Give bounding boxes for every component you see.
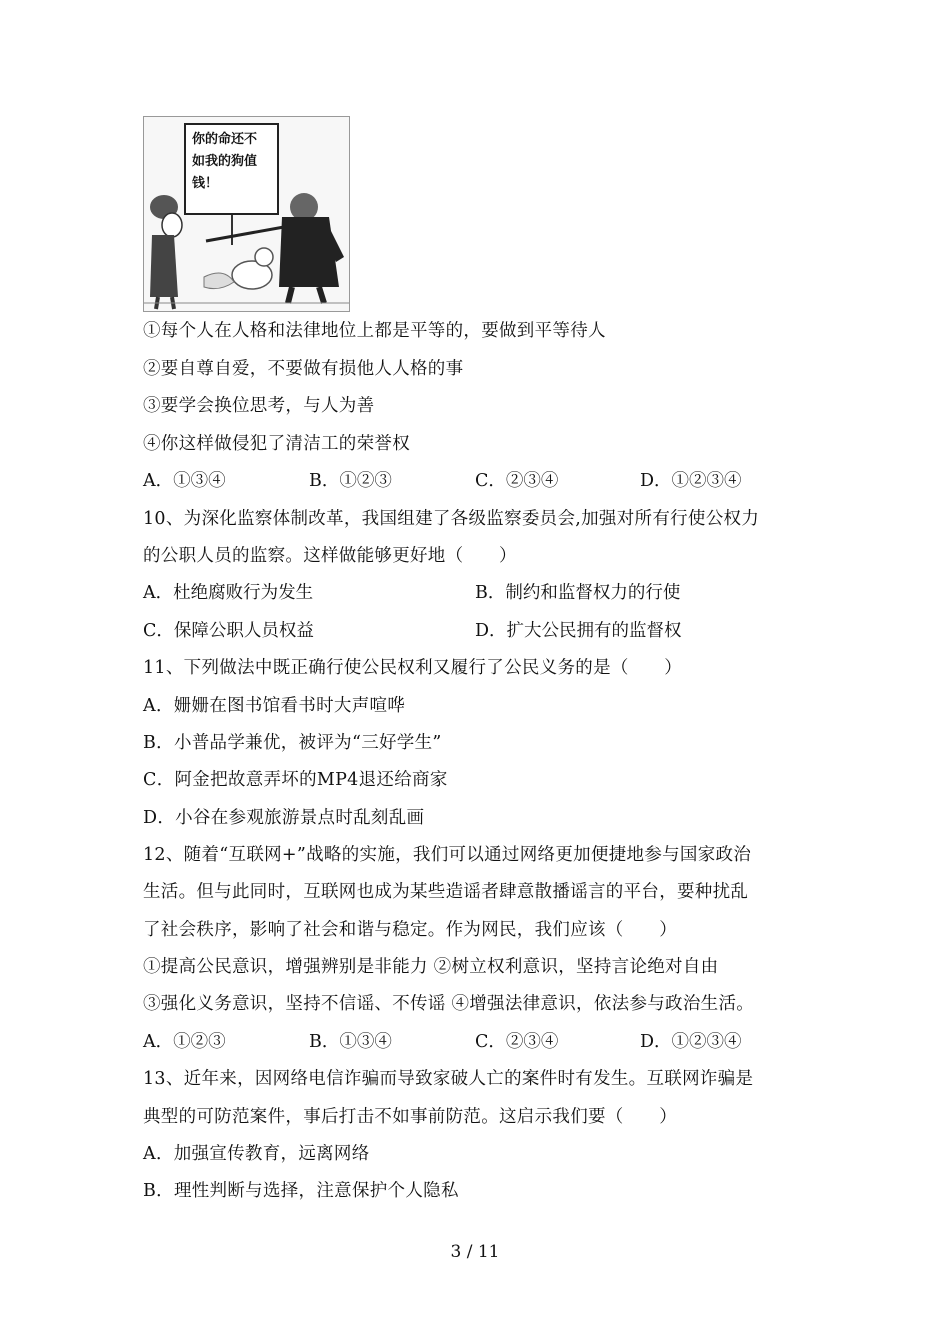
q13-option-a: A．加强宣传教育，远离网络 (143, 1144, 370, 1164)
q11-option-b: B．小普品学兼优，被评为“三好学生” (143, 733, 442, 753)
q11-option-a: A．姗姗在图书馆看书时大声喧哗 (143, 696, 406, 716)
q12-option-c: C．②③④ (475, 1032, 559, 1052)
cartoon-drawing (144, 117, 349, 311)
q13-stem-line-1: 13、近年来，因网络电信诈骗而导致家破人亡的案件时有发生。互联网诈骗是 (143, 1069, 754, 1089)
q11-option-c: C．阿金把故意弄坏的MP4退还给商家 (143, 770, 448, 790)
q12-items-line-1: ①提高公民意识，增强辨别是非能力 ②树立权利意识，坚持言论绝对自由 (143, 957, 719, 977)
q9-option-b: B．①②③ (309, 471, 392, 491)
q11-stem: 11、下列做法中既正确行使公民权利又履行了公民义务的是（ ） (143, 658, 683, 678)
q10-option-c: C．保障公职人员权益 (143, 621, 314, 641)
q10-stem-line-2: 的公职人员的监察。这样做能够更好地（ ） (143, 546, 517, 566)
q9-item-4: ④你这样做侵犯了清洁工的荣誉权 (143, 434, 410, 454)
q10-stem-line-1: 10、为深化监察体制改革，我国组建了各级监察委员会,加强对所有行使公权力 (143, 509, 760, 529)
q9-item-2: ②要自尊自爱，不要做有损他人人格的事 (143, 359, 464, 379)
q12-items-line-2: ③强化义务意识，坚持不信谣、不传谣 ④增强法律意识，依法参与政治生活。 (143, 994, 755, 1014)
q10-option-d: D．扩大公民拥有的监督权 (475, 621, 682, 641)
q12-stem-line-3: 了社会秩序，影响了社会和谐与稳定。作为网民，我们应该（ ） (143, 920, 677, 940)
q10-option-a: A．杜绝腐败行为发生 (143, 583, 314, 603)
cartoon-image (143, 116, 350, 312)
speech-bubble: 你的命还不 如我的狗值 钱！ (184, 123, 279, 215)
q10-option-b: B．制约和监督权力的行使 (475, 583, 681, 603)
q9-item-3: ③要学会换位思考，与人为善 (143, 396, 375, 416)
q9-option-a: A．①③④ (143, 471, 226, 491)
q12-option-d: D．①②③④ (640, 1032, 742, 1052)
q12-stem-line-2: 生活。但与此同时，互联网也成为某些造谣者肆意散播谣言的平台，要种扰乱 (143, 882, 749, 902)
q13-option-b: B．理性判断与选择，注意保护个人隐私 (143, 1181, 459, 1201)
page-number: 3 / 11 (450, 1242, 500, 1262)
q13-stem-line-2: 典型的可防范案件，事后打击不如事前防范。这启示我们要（ ） (143, 1107, 677, 1127)
q12-option-b: B．①③④ (309, 1032, 392, 1052)
q12-option-a: A．①②③ (143, 1032, 226, 1052)
q9-option-c: C．②③④ (475, 471, 559, 491)
q11-option-d: D．小谷在参观旅游景点时乱刻乱画 (143, 808, 425, 828)
q9-item-1: ①每个人在人格和法律地位上都是平等的，要做到平等待人 (143, 321, 606, 341)
q9-option-d: D．①②③④ (640, 471, 742, 491)
q12-stem-line-1: 12、随着“互联网+”战略的实施，我们可以通过网络更加便捷地参与国家政治 (143, 845, 752, 865)
